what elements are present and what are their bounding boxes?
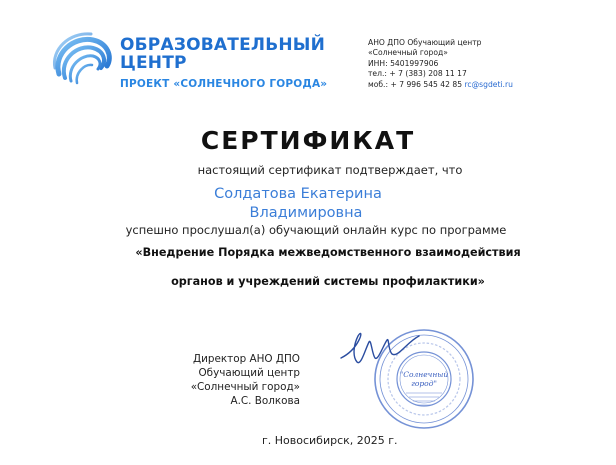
course-intro: успешно прослушал(а) обучающий онлайн курс по программе xyxy=(125,223,507,237)
recipient-name-line1: Солдатова Екатерина xyxy=(214,186,382,202)
signatory-org: Обучающий центр xyxy=(198,367,300,379)
stamp-text-line1: "Солнечный xyxy=(399,370,449,379)
contact-line: тел.: + 7 (383) 208 11 17 xyxy=(368,69,467,79)
contact-line xyxy=(368,80,513,90)
email-link[interactable]: rc@sgdeti.ru xyxy=(464,79,513,89)
program-title-line1: «Внедрение Порядка межведомственного взаимодействия xyxy=(135,246,521,259)
org-name-line2: ЦЕНТР xyxy=(120,53,187,73)
signatory-position: Директор АНО ДПО xyxy=(193,353,300,365)
signatory-name: А.С. Волкова xyxy=(230,395,300,407)
confirm-text: настоящий сертификат подтверждает, что xyxy=(197,163,463,177)
org-project: ПРОЕКТ «СОЛНЕЧНОГО ГОРОДА» xyxy=(120,78,328,90)
signatory-org-name: «Солнечный город» xyxy=(190,381,300,393)
contact-line: АНО ДПО Обучающий центр xyxy=(368,38,482,47)
contact-info xyxy=(368,38,513,90)
handwritten-signature xyxy=(335,328,425,373)
org-name-line1: ОБРАЗОВАТЕЛЬНЫЙ xyxy=(120,35,326,55)
program-title-line2: органов и учреждений системы профилактики» xyxy=(171,275,485,288)
contact-line: ИНН: 5401997906 xyxy=(368,58,439,68)
recipient-name-line2: Владимировна xyxy=(249,205,363,221)
stamp-text-line2: город" xyxy=(411,379,437,388)
certificate-title: СЕРТИФИКАТ xyxy=(200,126,416,155)
signatory-block xyxy=(160,352,300,408)
organization-name xyxy=(120,36,325,72)
mobile-phone: моб.: + 7 996 545 42 85 xyxy=(368,79,463,89)
contact-line: «Солнечный город» xyxy=(368,48,448,58)
city-date: г. Новосибирск, 2025 г. xyxy=(262,434,398,447)
